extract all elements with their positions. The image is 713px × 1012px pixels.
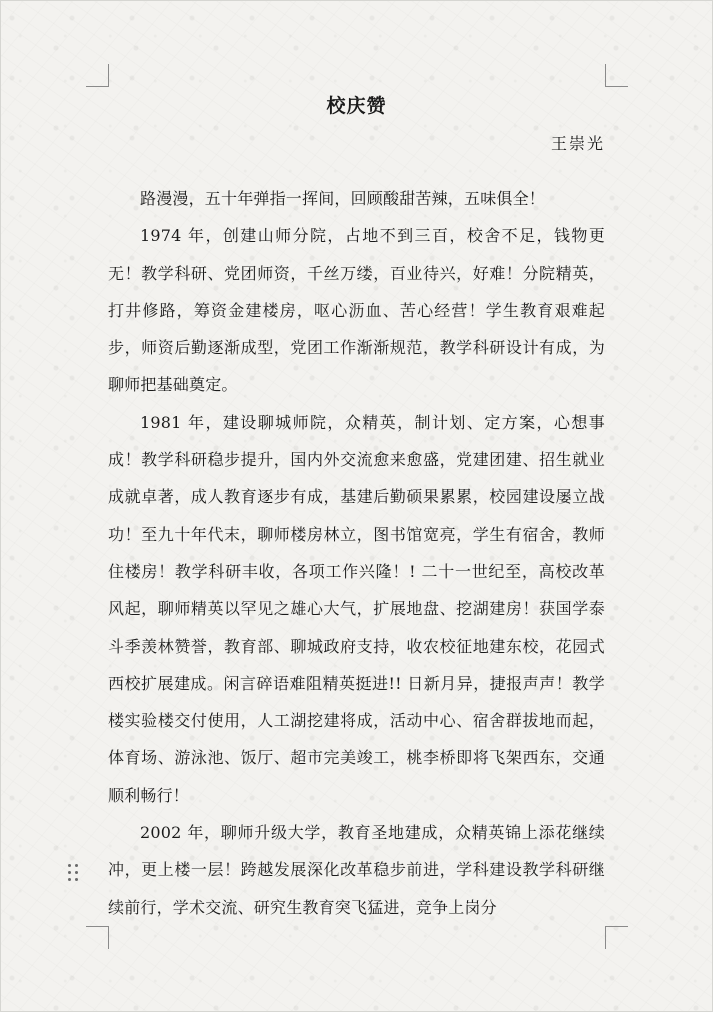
paragraph-1[interactable]: 路漫漫，五十年弹指一挥间，回顾酸甜苦辣，五味俱全！ [140,189,546,208]
document-body[interactable] [108,180,605,926]
margin-corner-bottom-right [605,926,628,949]
margin-corner-top-left [86,64,109,87]
paragraph-4[interactable]: 2002 年，聊师升级大学，教育圣地建成，众精英锦上添花继续冲，更上楼一层！跨越发展深化改革稳步前进，学科建设教学科研继续前行，学术交流、研究生教育突飞猛进，竞争上岗分 [108,823,605,917]
document-author: 王崇光 [550,134,605,153]
drag-handle-dot [75,871,78,874]
drag-handle-dot [68,878,71,881]
drag-handle-dot [68,864,71,867]
paragraph-3[interactable]: 1981 年，建设聊城师院，众精英，制计划、定方案，心想事成！教学科研稳步提升，国内外交流愈来愈盛，党建团建、招生就业成就卓著，成人教育逐步有成，基建后勤硕果累累，校园建设屡立战功！至九十年代末，聊师楼房林立，图书馆宽亮，学生有宿舍，教师住楼房！教学科研丰收，各项工作兴隆！! 二十一世纪至，高校改革风起，聊师精英以罕见之雄心大气，扩展地盘、挖湖建房！获国学泰斗季羡林赞誉，教育部、聊城政府支持，收农校征地建东校，花园式西校扩展建成。闲言碎语难阻精英挺进!! 日新月异，捷报声声！教学楼实验楼交付使用，人工湖挖建将成，活动中心、宿舍群拔地而起，体育场、游泳池、饭厅、超市完美竣工，桃李桥即将飞架西东，交通顺利畅行！ [108,412,605,805]
drag-handle-icon[interactable] [68,864,80,882]
drag-handle-dot [75,878,78,881]
paragraph-2[interactable]: 1974 年，创建山师分院，占地不到三百，校舍不足，钱物更无！教学科研、党团师资，千丝万缕，百业待兴，好难！分院精英，打井修路，筹资金建楼房，呕心沥血、苦心经营！学生教育艰难起步，师资后勤逐渐成型，党团工作渐渐规范，教学科研设计有成，为聊师把基础奠定。 [108,226,605,395]
drag-handle-dot [75,864,78,867]
drag-handle-dot [68,871,71,874]
margin-corner-top-right [605,64,628,87]
margin-corner-bottom-left [86,926,109,949]
document-title: 校庆赞 [326,95,387,117]
